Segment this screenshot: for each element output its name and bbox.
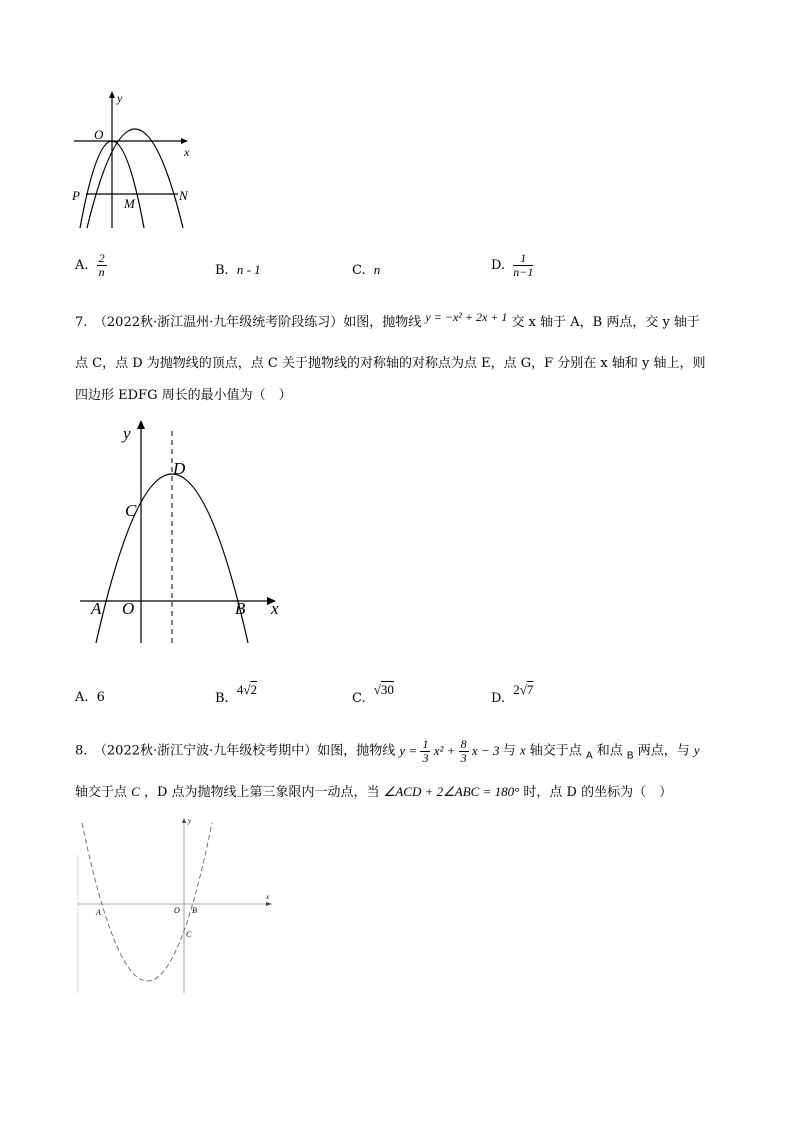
- q6-option-d[interactable]: D. $\frac{1}{n-1}$: [491, 251, 534, 280]
- fig6-y-label: y: [117, 91, 123, 105]
- q7-option-c-radical: √30: [373, 682, 394, 697]
- fig6-o-label: O: [94, 127, 104, 142]
- q6-option-a-fraction: $\frac{2}{n}$: [98, 251, 105, 280]
- fig8-o-label: O: [174, 906, 180, 915]
- fig7-o-label: O: [122, 599, 135, 618]
- figure-q7: [75, 415, 295, 647]
- fig6-parabola-wide: [87, 129, 183, 228]
- fig7-d-label: D: [173, 459, 186, 478]
- q7-line-2: 点 C，点 D 为抛物线的顶点，点 C 关于抛物线的对称轴的对称点为点 E，点 G，F 分别在 x 轴和 y 轴上，则: [75, 356, 706, 371]
- fig8-x-label: x: [266, 893, 270, 901]
- figure-q8: [70, 815, 280, 995]
- fig6-x-label: x: [184, 145, 190, 159]
- q8-line-2: 轴交于点 C ，D 点为抛物线上第三象限内一动点，当 ∠ACD + 2∠ABC = 180° 时，点 D 的坐标为（ ）: [75, 784, 673, 800]
- q7-formula: y = −x² + 2x + 1: [425, 310, 508, 324]
- q6-option-b[interactable]: B. n - 1: [215, 262, 261, 278]
- q8-line-1: 8. （2022秋·浙江宁波·九年级校考期中）如图，抛物线 y = $\frac{1}{3}$ x² + $\frac{8}{3}$ x − 3 与 x 轴交于点 $_A$ 和点 $_B$ 两点，与 y: [75, 737, 700, 766]
- figure-q6: [60, 88, 210, 233]
- fig7-b-label: B: [235, 599, 246, 618]
- fig8-b-label: B: [192, 906, 197, 915]
- q6-option-a[interactable]: A. $\frac{2}{n}$: [75, 251, 105, 280]
- q7-option-c[interactable]: C. √30: [352, 682, 394, 706]
- fig7-a-label: A: [91, 599, 102, 618]
- fig8-a-label: A: [96, 908, 101, 917]
- fig8-c-label: C: [186, 930, 192, 939]
- q6-option-c[interactable]: C. n: [352, 262, 381, 278]
- q7-option-d-radical: 2√7: [513, 682, 534, 697]
- fig7-x-label: x: [271, 599, 279, 618]
- q7-option-b-radical: 4√2: [236, 682, 257, 697]
- fig8-y-arrow: [182, 818, 186, 823]
- fig8-y-label: y: [188, 817, 192, 825]
- q7-option-a[interactable]: A. 6: [75, 690, 105, 705]
- q7-line-1: 7. （2022秋·浙江温州·九年级统考阶段练习）如图，抛物线 y = −x² + 2x + 1 交 x 轴于 A，B 两点，交 y 轴于: [75, 310, 700, 330]
- fig7-y-label: y: [123, 424, 131, 443]
- fig6-m-label: M: [124, 196, 135, 211]
- fig6-p-label: P: [72, 188, 80, 203]
- fig6-y-arrow: [109, 91, 115, 98]
- fig7-y-arrow: [137, 420, 145, 429]
- fig8-parabola: [82, 823, 212, 981]
- q7-line-3: 四边形 EDFG 周长的最小值为（ ）: [75, 388, 292, 403]
- q8-formula: y = $\frac{1}{3}$ x² + $\frac{8}{3}$ x − 3: [399, 737, 500, 766]
- q7-option-b[interactable]: B. 4√2: [215, 682, 257, 706]
- fig6-n-label: N: [179, 188, 188, 203]
- q7-option-d[interactable]: D. 2√7: [491, 682, 534, 706]
- fig8-x-arrow: [266, 902, 272, 906]
- q8-angle-condition: ∠ACD + 2∠ABC = 180°: [383, 784, 520, 799]
- fig7-c-label: C: [125, 501, 137, 520]
- fig6-x-arrow: [181, 138, 188, 144]
- q6-option-d-fraction: $\frac{1}{n-1}$: [513, 251, 534, 280]
